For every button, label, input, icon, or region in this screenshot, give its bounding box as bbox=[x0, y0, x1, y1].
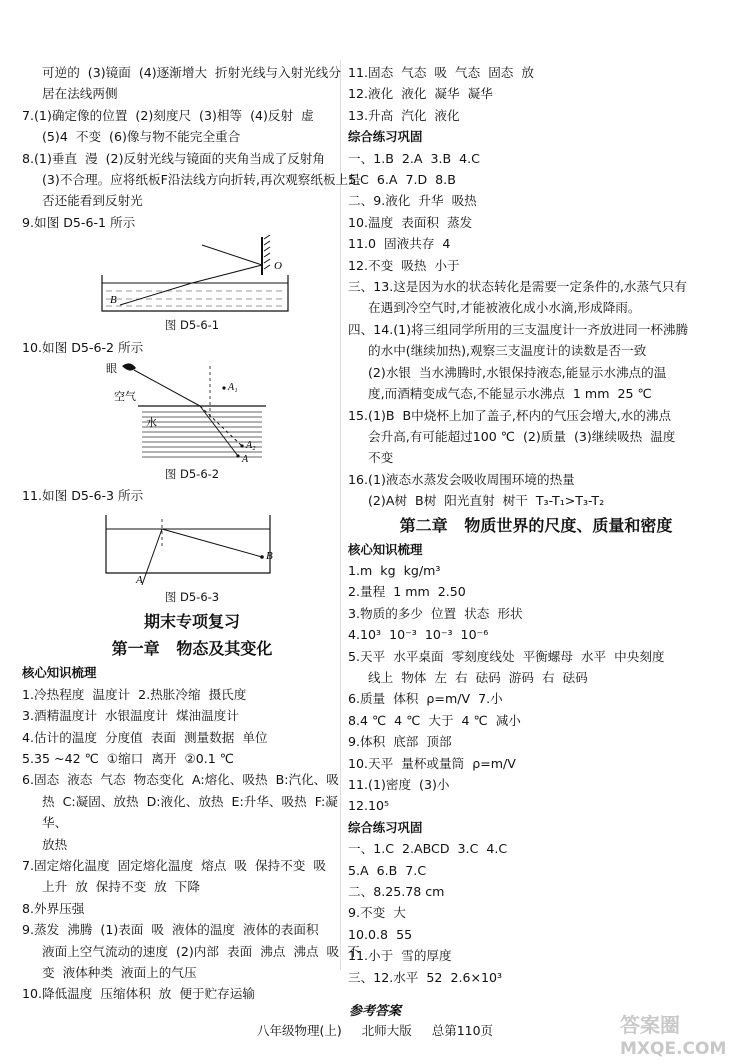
label-o: O bbox=[274, 260, 282, 273]
text-line: 16.(1)液态水蒸发会吸收周围环境的热量 bbox=[348, 471, 575, 487]
text-line: 线上 物体 左 右 砝码 游码 右 砝码 bbox=[368, 669, 588, 685]
text-line: 9.不变 大 bbox=[348, 905, 406, 921]
review-title: 期末专项复习 bbox=[143, 612, 240, 632]
text-line: 10.0.8 55 bbox=[348, 926, 413, 942]
label-water: 水 bbox=[146, 416, 157, 430]
text-line: 会升高,有可能超过100 ℃ (2)质量 (3)继续吸热 温度 bbox=[368, 428, 676, 444]
eye-icon bbox=[122, 363, 136, 370]
text-line: 12.液化 液化 凝华 凝华 bbox=[348, 86, 493, 102]
text-line: 9.体积 底部 顶部 bbox=[348, 734, 452, 750]
right-column bbox=[348, 62, 724, 988]
text-line: 居在法线两侧 bbox=[42, 86, 118, 102]
footer-edition: 北师大版 bbox=[361, 1023, 412, 1038]
text-line: 放热 bbox=[42, 836, 68, 852]
text-line: (2)A树 B树 阳光直射 树干 T₃-T₁>T₃-T₂ bbox=[368, 493, 605, 509]
ray-to-eye bbox=[134, 370, 200, 406]
footer-grade: 八年级物理(上) bbox=[256, 1023, 342, 1038]
text-line: 9.蒸发 沸腾 (1)表面 吸 液体的温度 液体的表面积 bbox=[22, 922, 319, 938]
text-line: 5.A 6.B 7.C bbox=[348, 862, 427, 878]
text-line: 9.如图 D5-6-1 所示 bbox=[22, 214, 136, 230]
text-line: 10.温度 表面积 蒸发 bbox=[348, 214, 473, 230]
text-line: 液面上空气流动的速度 (2)内部 表面 沸点 沸点 吸 不 bbox=[42, 943, 360, 959]
text-line: 5.35 ~42 ℃ ①缩口 离开 ②0.1 ℃ bbox=[22, 750, 234, 766]
text-line: 7.固定熔化温度 固定熔化温度 熔点 吸 保持不变 吸 bbox=[22, 857, 326, 873]
text-line: 4.10³ 10⁻³ 10⁻³ 10⁻⁶ bbox=[348, 627, 489, 643]
text-line: 2.量程 1 mm 2.50 bbox=[348, 584, 466, 600]
text-line: 11.(1)密度 (3)小 bbox=[348, 777, 450, 792]
ray-to-b bbox=[212, 543, 262, 557]
text-line: 在遇到冷空气时,才能被液化成小水滴,形成降雨。 bbox=[368, 300, 641, 316]
label-air: 空气 bbox=[114, 390, 136, 404]
section-heading: 综合练习巩固 bbox=[348, 819, 423, 835]
incident-ray bbox=[202, 245, 262, 265]
point-a bbox=[236, 454, 239, 457]
text-line: 3.酒精温度计 水银温度计 煤油温度计 bbox=[22, 708, 239, 724]
text-line: 13.升高 汽化 液化 bbox=[348, 107, 460, 123]
text-line: 一、1.B 2.A 3.B 4.C bbox=[348, 150, 480, 166]
point-b bbox=[260, 555, 264, 559]
text-line: 10.降低温度 压缩体积 放 便于贮存运输 bbox=[22, 986, 255, 1002]
section-heading: 核心知识梳理 bbox=[22, 665, 97, 681]
text-line: 的水中(继续加热),观察三支温度计的读数是否一致 bbox=[368, 343, 647, 359]
chapter-title: 第二章 物质世界的尺度、质量和密度 bbox=[399, 515, 673, 535]
text-line: 变 液体种类 液面上的气压 bbox=[42, 964, 197, 980]
chapter-title: 第一章 物态及其变化 bbox=[111, 639, 273, 659]
text-line: 一、1.C 2.ABCD 3.C 4.C bbox=[348, 841, 508, 857]
text-line: (5)4 不变 (6)像与物不能完全重合 bbox=[42, 129, 241, 145]
text-line: 8.4 ℃ 4 ℃ 大于 4 ℃ 减小 bbox=[348, 712, 521, 728]
text-line: 上升 放 保持不变 放 下降 bbox=[42, 879, 200, 895]
text-line: 否还能看到反射光 bbox=[42, 193, 143, 209]
text-line: 11.固态 气态 吸 气态 固态 放 bbox=[348, 65, 534, 80]
label-a: A bbox=[136, 573, 143, 586]
label-a1: A₁ bbox=[228, 382, 238, 394]
text-line: 11.小于 雪的厚度 bbox=[348, 948, 452, 964]
left-column bbox=[22, 62, 362, 1005]
point-a2 bbox=[240, 444, 243, 447]
text-line: 1.冷热程度 温度计 2.热胀冷缩 摄氏度 bbox=[22, 686, 247, 702]
text-line: 11.0 固液共存 4 bbox=[348, 236, 451, 252]
footer-brand: 参考答案 bbox=[348, 1004, 401, 1019]
svg-text:MXQE.COM: MXQE.COM bbox=[620, 1039, 727, 1059]
label-b: B bbox=[266, 549, 273, 562]
text-line: 二、8.25.78 cm bbox=[348, 884, 445, 900]
footer-page: 总第110页 bbox=[431, 1023, 494, 1038]
text-line: 7.(1)确定像的位置 (2)刻度尺 (3)相等 (4)反射 虚 bbox=[22, 107, 314, 123]
text-line: 热 C:凝固、放热 D:液化、放热 E:升华、吸热 F:凝华、 bbox=[42, 793, 338, 831]
refracted-ray bbox=[120, 283, 192, 305]
text-line: 二、9.液化 升华 吸热 bbox=[348, 193, 477, 209]
text-line: 12.10⁵ bbox=[348, 798, 390, 814]
figure-d5-6-2 bbox=[102, 360, 282, 464]
label-a2: A₂ bbox=[246, 440, 256, 452]
text-line: 11.如图 D5-6-3 所示 bbox=[22, 488, 144, 504]
ray-out bbox=[162, 529, 212, 543]
text-line: 不变 bbox=[368, 450, 394, 466]
figure-caption: 图 D5-6-3 bbox=[164, 589, 220, 604]
figure-d5-6-3 bbox=[102, 509, 282, 587]
text-line: 度,而酒精变成气态,不能显示水沸点 1 mm 25 ℃ bbox=[368, 386, 652, 402]
text-line: 8.(1)垂直 漫 (2)反射光线与镜面的夹角当成了反射角 bbox=[22, 150, 325, 166]
label-eye: 眼 bbox=[106, 362, 117, 376]
text-line: 4.估计的温度 分度值 表面 测量数据 单位 bbox=[22, 729, 268, 745]
watermark-logo bbox=[612, 1008, 742, 1060]
text-line: 四、14.(1)将三组同学所用的三支温度计一齐放进同一杯沸腾 bbox=[348, 321, 689, 337]
section-heading: 核心知识梳理 bbox=[348, 541, 423, 557]
ray-in bbox=[142, 529, 162, 585]
text-line: 6.质量 体积 ρ=m/V 7.小 bbox=[348, 691, 503, 707]
text-line: 12.不变 吸热 小于 bbox=[348, 257, 460, 273]
text-line: 3.物质的多少 位置 状态 形状 bbox=[348, 605, 523, 621]
label-b: B bbox=[110, 294, 117, 307]
section-heading: 综合练习巩固 bbox=[348, 129, 423, 145]
text-line: 5.C 6.A 7.D 8.B bbox=[348, 172, 456, 188]
svg-text:答案圈: 答案圈 bbox=[620, 1013, 680, 1037]
text-line: 10.如图 D5-6-2 所示 bbox=[22, 339, 144, 355]
text-line: 1.m kg kg/m³ bbox=[348, 562, 441, 578]
figure-caption: 图 D5-6-1 bbox=[164, 318, 220, 333]
text-line: 10.天平 量杯或量筒 ρ=m/V bbox=[348, 755, 516, 771]
text-line: 可逆的 (3)镜面 (4)逐渐增大 折射光线与入射光线分 bbox=[42, 65, 341, 80]
figure-caption: 图 D5-6-2 bbox=[164, 467, 220, 482]
text-line: 6.固态 液态 气态 物态变化 A:熔化、吸热 B:汽化、吸 bbox=[22, 772, 339, 788]
text-line: 5.天平 水平桌面 零刻度线处 平衡螺母 水平 中央刻度 bbox=[348, 648, 665, 664]
text-line: 三、13.这是因为水的状态转化是需要一定条件的,水蒸气只有 bbox=[348, 279, 687, 295]
label-a: A bbox=[242, 454, 249, 465]
tank bbox=[106, 515, 270, 573]
point-a1 bbox=[222, 386, 225, 389]
text-line: (3)不合理。应将纸板F沿法线方向折转,再次观察纸板上是 bbox=[42, 172, 361, 188]
text-line: 15.(1)B B中烧杯上加了盖子,杯内的气压会增大,水的沸点 bbox=[348, 407, 672, 423]
text-line: (2)水银 当水沸腾时,水银保持液态,能显示水沸点的温 bbox=[368, 364, 667, 380]
figure-d5-6-1 bbox=[92, 235, 292, 315]
text-line: 8.外界压强 bbox=[22, 900, 85, 916]
reflected-ray bbox=[192, 265, 262, 283]
text-line: 三、12.水平 52 2.6×10³ bbox=[348, 969, 503, 985]
